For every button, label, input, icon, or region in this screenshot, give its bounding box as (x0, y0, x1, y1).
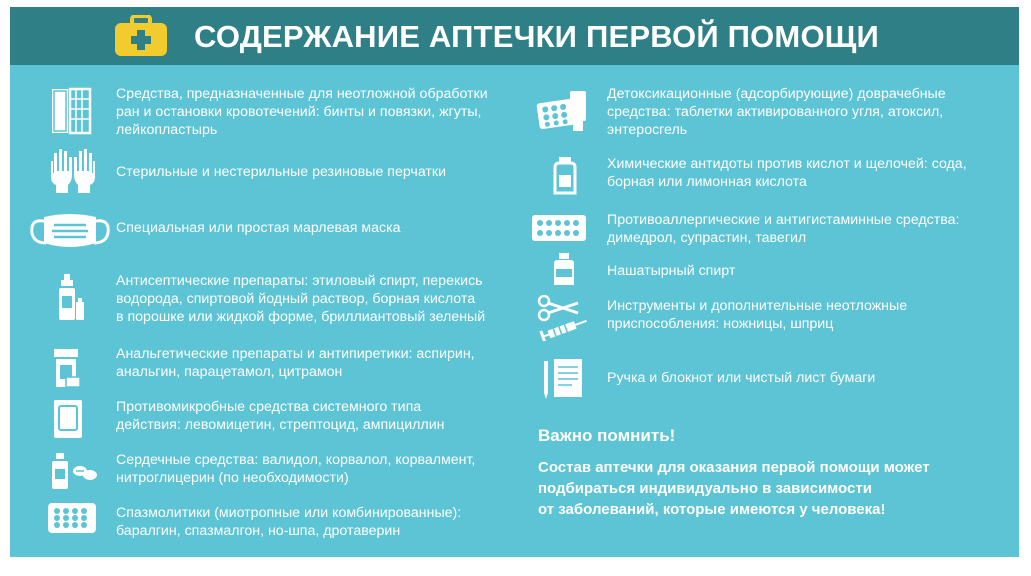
sachet-icon (52, 398, 86, 440)
first-aid-kit-icon (113, 15, 169, 57)
tablets-tube-icon (534, 89, 590, 137)
blister-strip-icon (530, 213, 588, 243)
drops-pills-icon (50, 451, 98, 491)
header-bar (10, 7, 1019, 65)
gloves-icon (48, 147, 98, 195)
list-item-gloves (10, 147, 530, 197)
list-item-antispasmodics (10, 501, 530, 545)
item-text: Противоаллергические и антигистаминные средства: димедрол, супрастин, тавегил (607, 212, 960, 246)
antiseptic-bottle-icon (56, 272, 86, 322)
list-item-pen-notepad (530, 355, 1010, 403)
antidote-bottle-icon (552, 155, 580, 195)
item-text: Стерильные и нестерильные резиновые перчатки (116, 164, 447, 180)
pen-notepad-icon (540, 355, 586, 401)
list-item-mask (10, 207, 530, 255)
list-item-antimicrobials (10, 398, 530, 442)
scissors-syringe-icon (536, 295, 592, 341)
list-item-analgesics (10, 345, 530, 389)
item-text: Средства, предназначенные для неотложной обработки ран и остановки кровотечений: бинты и повязки, жгуты, лейкопластырь (116, 86, 488, 138)
item-text: Инструменты и дополнительные неотложные приспособления: ножницы, шприц (607, 298, 908, 332)
item-text: Антисептические препараты: этиловый спирт, перекись водорода, спиртовой йодный раствор, борная кислота в порошке или жидкой форме, бриллиантовый зеленый (116, 273, 486, 325)
item-text: Химические антидоты против кислот и щелочей: сода, борная или лимонная кислота (607, 156, 967, 190)
note-title: Важно помнить! (538, 426, 676, 445)
list-item-detox (530, 83, 1010, 139)
list-item-cardiac (10, 451, 530, 495)
item-text: Нашатырный спирт (607, 263, 736, 279)
list-item-antiseptics (10, 270, 530, 330)
item-text: Анальгетические препараты и антипиретики: аспирин, анальгин, парацетамол, цитрамон (116, 346, 475, 380)
note-text: Состав аптечки для оказания первой помощи может подбираться индивидуально в зависимости от заболеваний, которые имеются у человека! (538, 459, 930, 518)
list-item-antidotes (530, 153, 1010, 197)
item-text: Спазмолитики (миотропные или комбинированные): баралгин, спазмалгон, но-шпа, дротаверин (116, 505, 462, 539)
content-panel (10, 65, 1019, 557)
mask-icon (28, 211, 112, 251)
list-item-ammonia (530, 251, 1010, 291)
blister-icon (46, 501, 98, 535)
ammonia-bottle-icon (550, 251, 580, 287)
list-item-antiallergic (530, 209, 1010, 253)
list-item-instruments (530, 295, 1010, 343)
bandage-icon (50, 87, 92, 135)
item-text: Детоксикационные (адсорбирующие) доврачебные средства: таблетки активированного угля, атоксил, энтеросгель (607, 86, 946, 138)
item-text: Специальная или простая марлевая маска (116, 220, 401, 236)
list-item-bandages (10, 83, 530, 139)
item-text: Ручка и блокнот или чистый лист бумаги (607, 370, 876, 386)
item-text: Сердечные средства: валидол, корвалол, корвалмент, нитроглицерин (по необходимости) (116, 452, 476, 486)
item-text: Противомикробные средства системного типа действия: левомицетин, стрептоцид, ампициллин (116, 399, 445, 433)
pill-jar-icon (52, 347, 84, 389)
page-title: СОДЕРЖАНИЕ АПТЕЧКИ ПЕРВОЙ ПОМОЩИ (194, 19, 880, 54)
